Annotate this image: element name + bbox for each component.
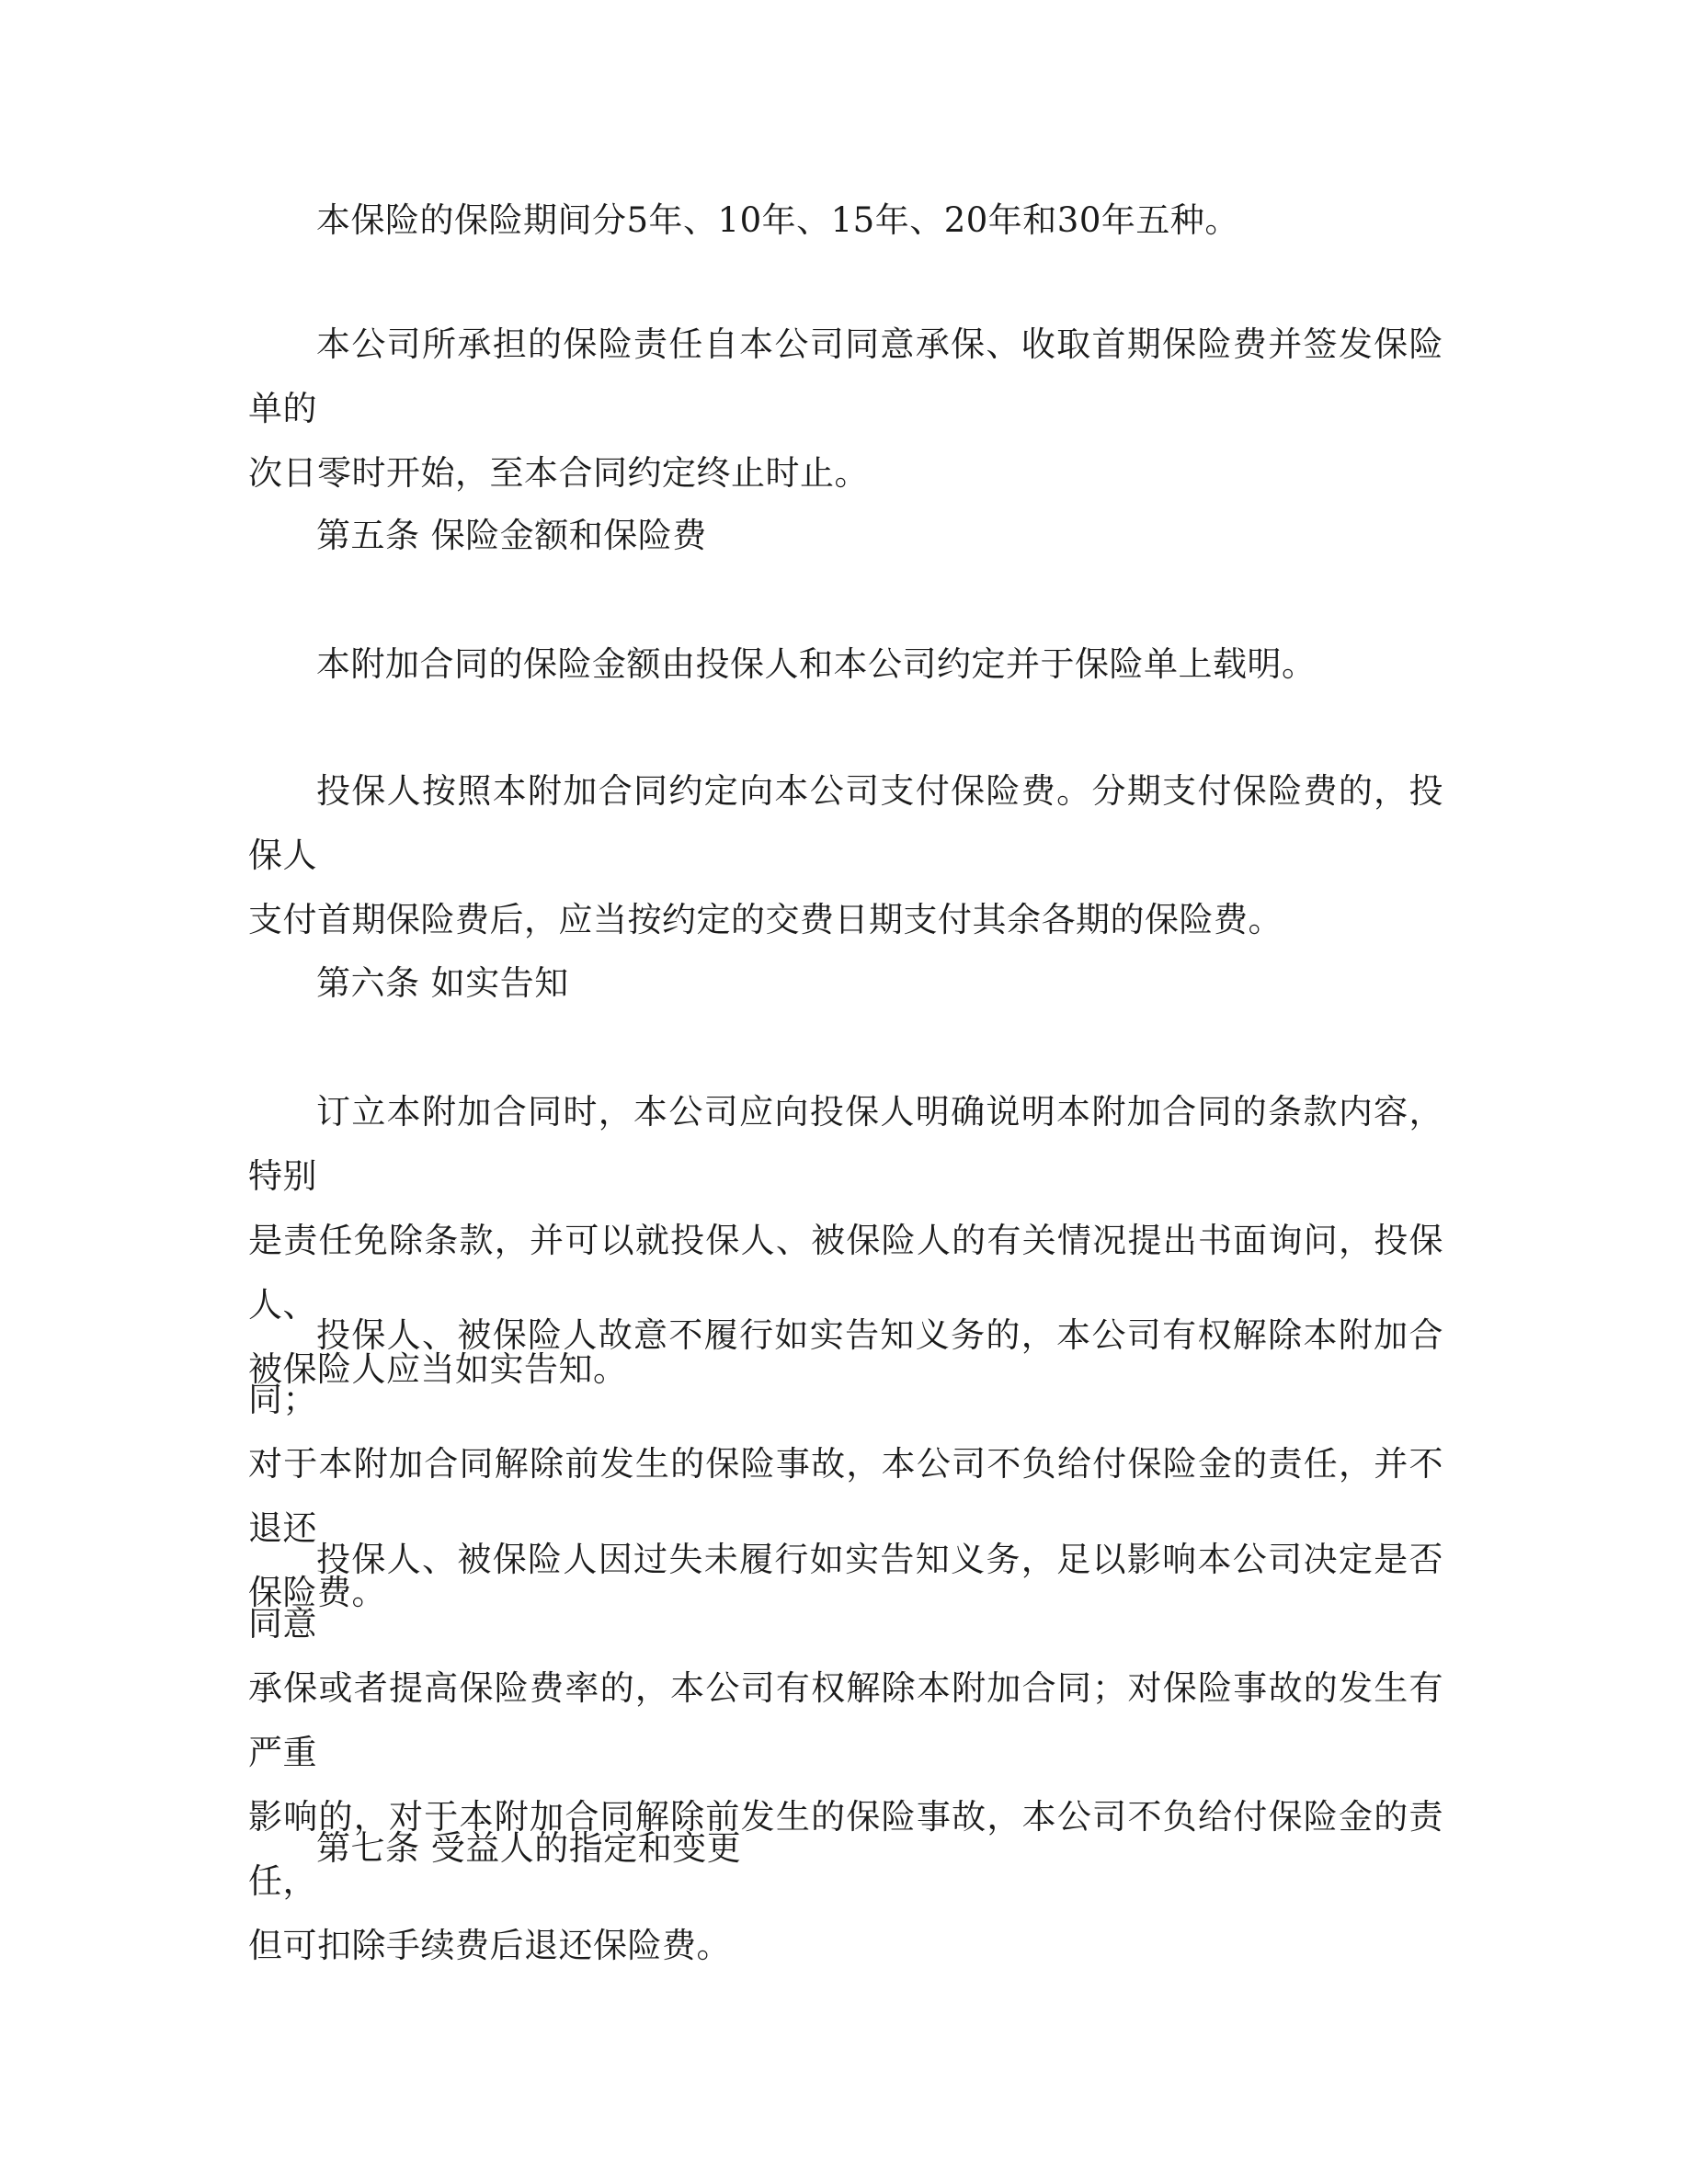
paragraph-sum-insured <box>248 632 1443 697</box>
paragraph-premium-payment <box>248 759 1443 952</box>
paragraph-liability-start <box>248 313 1443 506</box>
heading-article-5 <box>248 504 1443 568</box>
text-line: 影响的，对于本附加合同解除前发生的保险事故，本公司不负给付保险金的责任， <box>248 1797 1443 1901</box>
text-line: 对于本附加合同解除前发生的保险事故，本公司不负给付保险金的责任，并不退还 <box>248 1444 1443 1548</box>
paragraph-insurance-period <box>248 188 1443 253</box>
text-line: 本公司所承担的保险责任自本公司同意承保、收取首期保险费并签发保险单的 <box>248 324 1443 428</box>
text-line: 本附加合同的保险金额由投保人和本公司约定并于保险单上载明。 <box>316 644 1317 684</box>
text-line: 但可扣除手续费后退还保险费。 <box>248 1926 731 1965</box>
heading-article-6 <box>248 951 1443 1016</box>
text-line: 第七条 受益人的指定和变更 <box>316 1828 742 1868</box>
heading-article-7 <box>248 1816 1443 1881</box>
text-line: 保险费。 <box>248 1573 386 1612</box>
text-line: 是责任免除条款，并可以就投保人、被保险人的有关情况提出书面询问，投保人、 <box>248 1221 1443 1325</box>
text-line: 本保险的保险期间分5年、10年、15年、20年和30年五种。 <box>316 200 1239 240</box>
text-line: 投保人按照本附加合同约定向本公司支付保险费。分期支付保险费的，投保人 <box>248 771 1443 875</box>
text-line: 承保或者提高保险费率的，本公司有权解除本附加合同；对保险事故的发生有严重 <box>248 1668 1443 1772</box>
text-line: 第六条 如实告知 <box>316 963 569 1003</box>
text-line: 投保人、被保险人因过失未履行如实告知义务，足以影响本公司决定是否同意 <box>248 1540 1443 1644</box>
text-line: 次日零时开始，至本合同约定终止时止。 <box>248 453 869 493</box>
text-line: 订立本附加合同时，本公司应向投保人明确说明本附加合同的条款内容，特别 <box>248 1092 1443 1196</box>
paragraph-negligent-nondisclosure <box>248 1528 1443 1978</box>
text-line: 被保险人应当如实告知。 <box>248 1349 628 1389</box>
text-line: 投保人、被保险人故意不履行如实告知义务的，本公司有权解除本附加合同； <box>248 1315 1443 1419</box>
text-line: 支付首期保险费后，应当按约定的交费日期支付其余各期的保险费。 <box>248 900 1283 939</box>
text-line: 第五条 保险金额和保险费 <box>316 516 707 555</box>
